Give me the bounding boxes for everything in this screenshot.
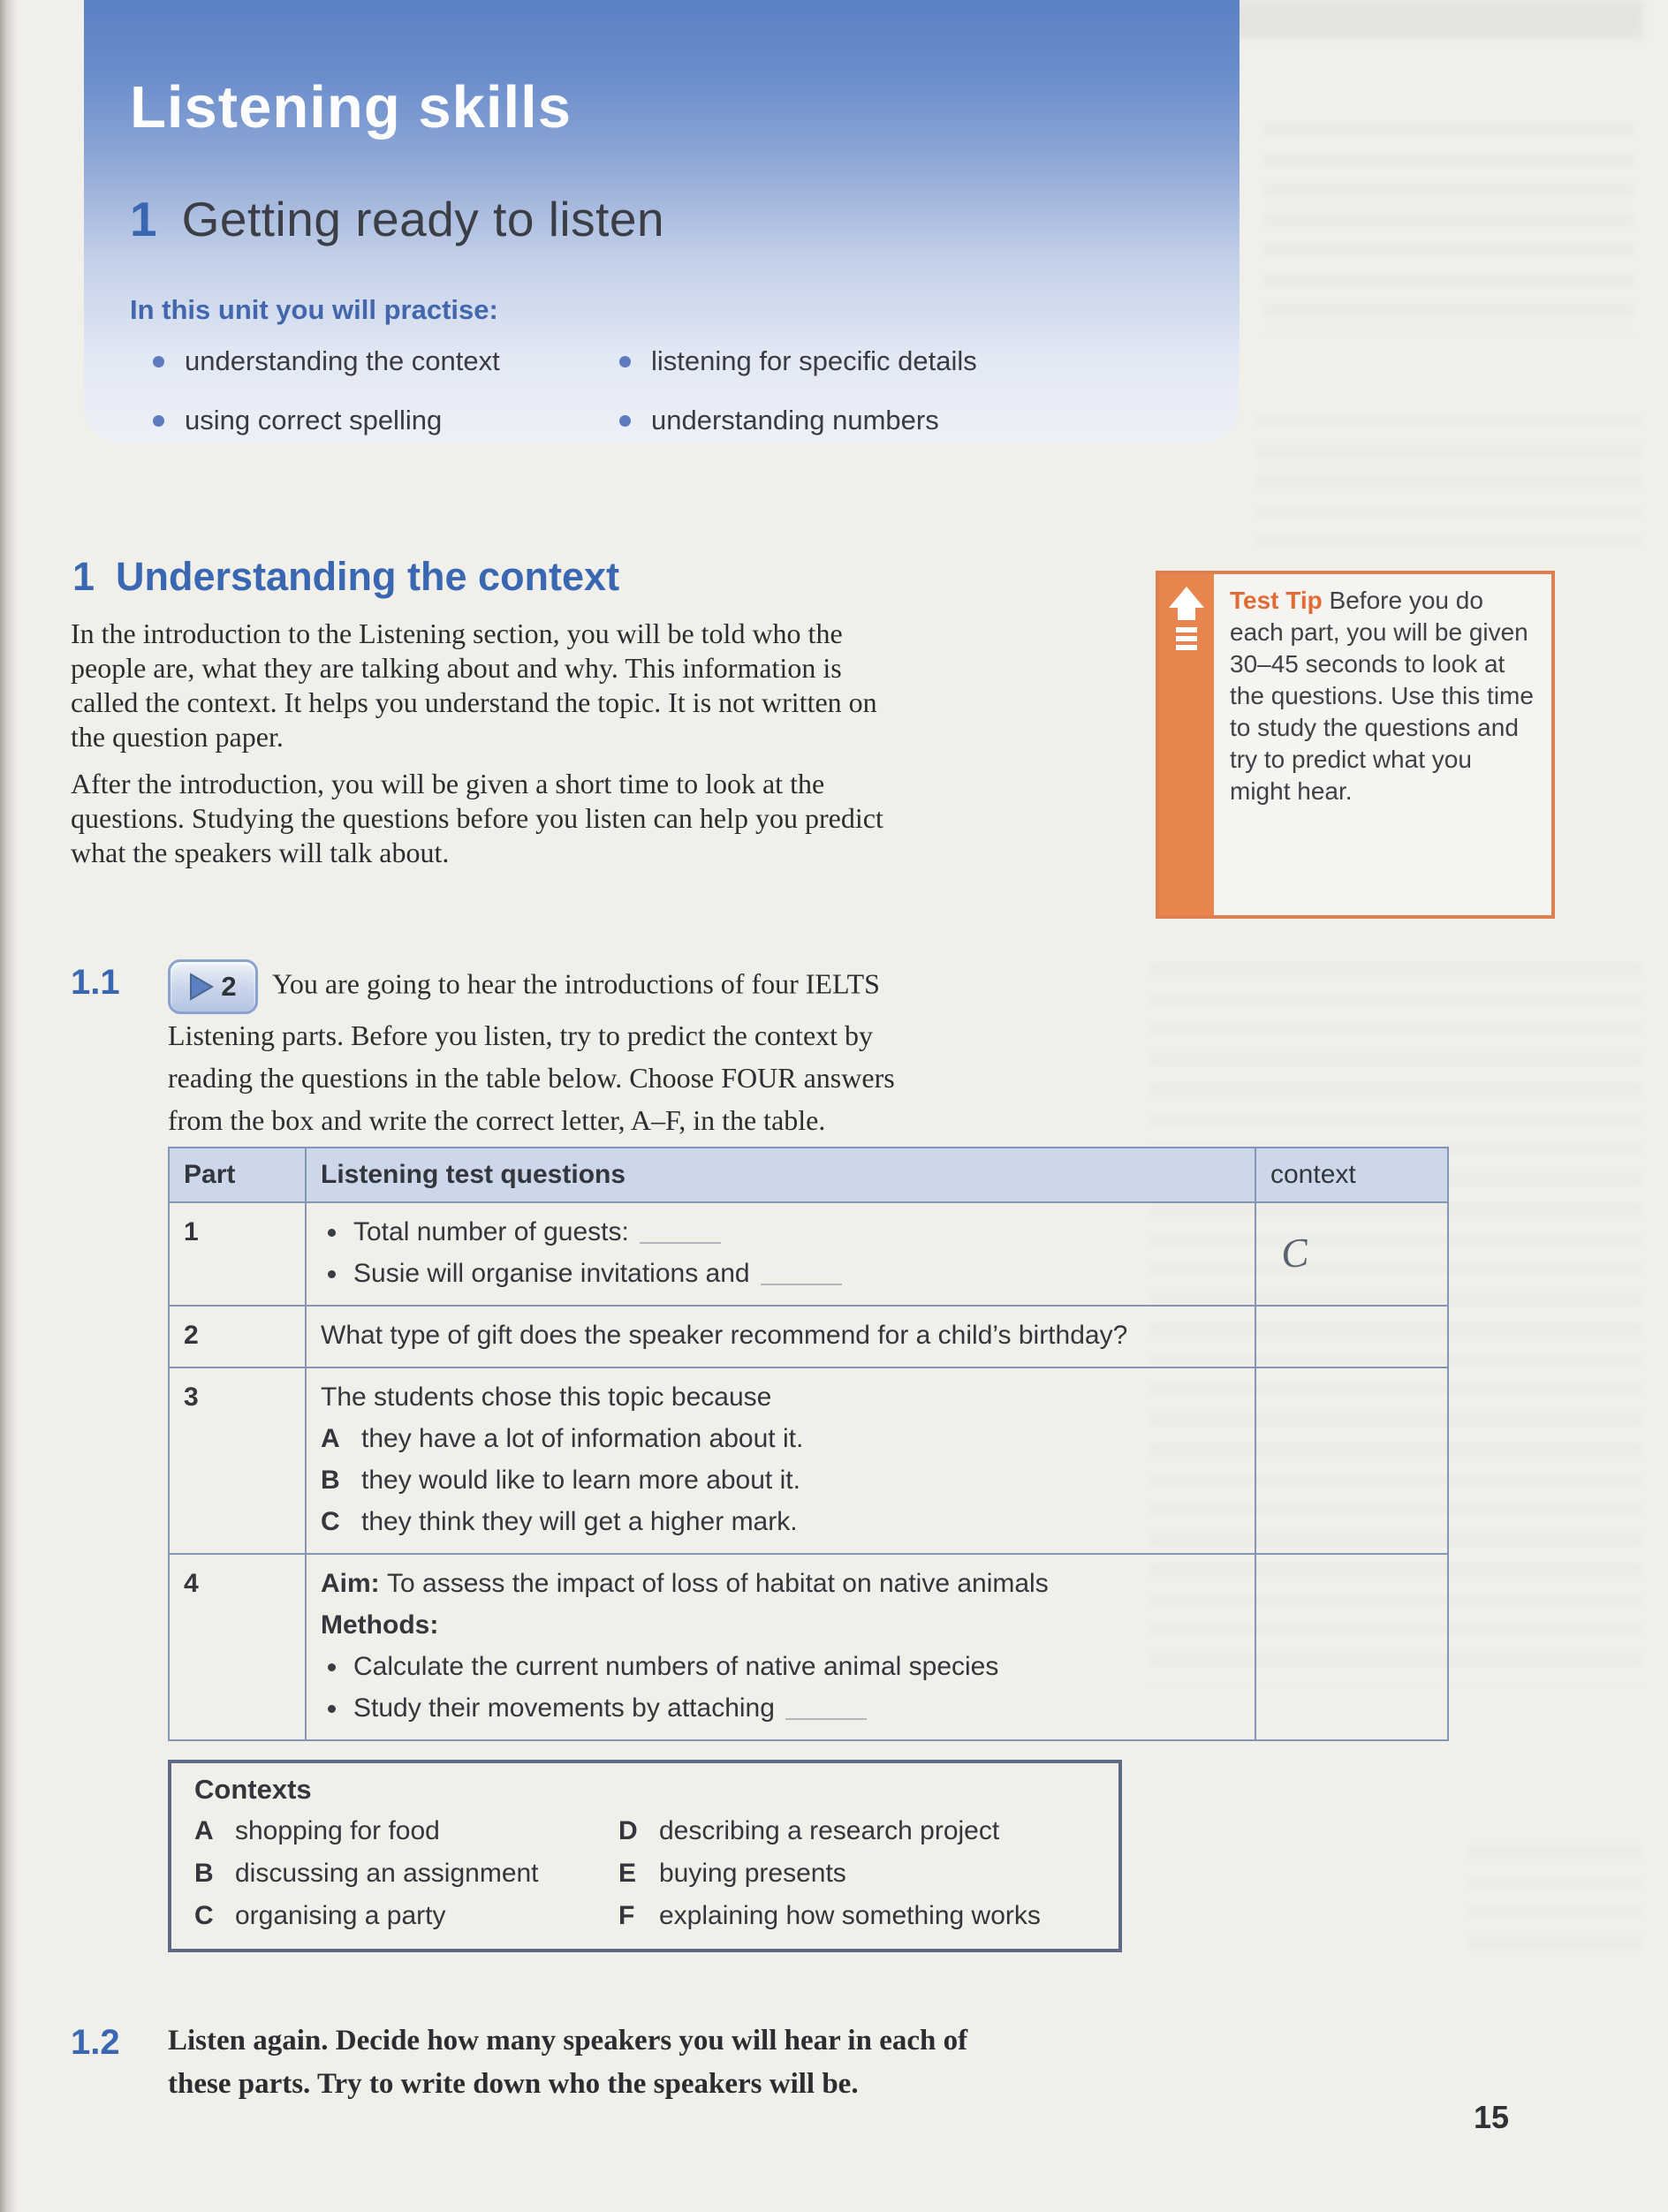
column-header-questions: Listening test questions — [306, 1148, 1255, 1202]
listening-table-body — [169, 1202, 1448, 1740]
bleed-through-text — [1184, 0, 1643, 39]
unit-number: 1 — [130, 192, 157, 246]
option-letter: A — [321, 1424, 340, 1453]
intro-paragraph-1 — [71, 617, 1157, 754]
context-option — [194, 1816, 618, 1846]
part-cell: 1 — [169, 1202, 306, 1306]
question-line — [321, 1259, 1240, 1289]
option-letter: C — [321, 1507, 340, 1536]
paragraph-line: After the introduction, you will be given a short time to look at the — [71, 768, 825, 799]
option-text: explaining how something works — [659, 1901, 1041, 1930]
part-cell: 2 — [169, 1306, 306, 1367]
instruction-line: Listen again. Decide how many speakers you will hear in each of — [168, 2025, 968, 2057]
question-line — [321, 1610, 1240, 1640]
line-label: Methods: — [321, 1610, 439, 1640]
answer-blank — [761, 1264, 842, 1285]
bullet-dot — [328, 1229, 336, 1237]
paragraph-line: In the introduction to the Listening section, you will be told who the — [71, 617, 843, 649]
practise-label: In this unit you will practise: — [130, 294, 498, 325]
option-letter: F — [618, 1901, 635, 1930]
intro-paragraph-2 — [71, 767, 1157, 870]
column-header-part: Part — [169, 1148, 306, 1202]
page-scan-edge — [0, 0, 18, 2212]
answer-blank — [640, 1223, 721, 1244]
exercise-1-2 — [71, 2019, 1237, 2106]
context-cell — [1255, 1202, 1448, 1306]
table-row — [169, 1554, 1448, 1740]
question-line — [321, 1321, 1240, 1351]
table-header-row — [169, 1148, 1448, 1202]
question-text: The students chose this topic because — [321, 1382, 772, 1412]
instruction-line: reading the questions in the table below. Choose FOUR answers — [168, 1062, 895, 1094]
context-option — [618, 1816, 1041, 1846]
handwritten-answer: C — [1278, 1229, 1311, 1277]
unit-header-panel — [84, 0, 1240, 443]
test-tip-body: Before you do each part, you will be given 30–45 seconds to look at the questions. Use this time to study the questions and try to predict what you might hear. — [1230, 587, 1534, 805]
bleed-through-text — [1263, 124, 1634, 336]
table-row — [169, 1367, 1448, 1554]
section-heading — [72, 554, 619, 600]
instruction-line: these parts. Try to write down who the speakers will be. — [168, 2068, 859, 2100]
option-text: they think they will get a higher mark. — [361, 1507, 798, 1536]
question-text: Study their movements by attaching — [353, 1693, 775, 1723]
bleed-through-text — [1467, 1846, 1643, 1952]
table-row — [169, 1202, 1448, 1306]
context-cell — [1255, 1306, 1448, 1367]
exercise-1-1-instructions — [168, 959, 1175, 1141]
contexts-box — [168, 1760, 1122, 1952]
paragraph-line: the question paper. — [71, 721, 284, 753]
questions-cell — [306, 1554, 1255, 1740]
bleed-through-text — [1255, 415, 1643, 565]
context-option — [618, 1901, 1041, 1931]
option-text: describing a research project — [659, 1816, 1000, 1845]
instruction-line: Listening parts. Before you listen, try to predict the context by — [168, 1019, 874, 1051]
test-tip-sidebar — [1159, 574, 1214, 915]
questions-cell — [306, 1306, 1255, 1367]
question-text: Total number of guests: — [353, 1217, 629, 1246]
option-letter: B — [194, 1859, 214, 1888]
exercise-1-1-number: 1.1 — [71, 963, 120, 1002]
question-line — [321, 1382, 1240, 1413]
practise-item: using correct spelling — [148, 404, 500, 437]
option-letter: D — [618, 1816, 638, 1845]
question-line — [321, 1569, 1240, 1599]
question-line — [321, 1507, 1240, 1537]
paragraph-line: what the speakers will talk about. — [71, 837, 450, 868]
questions-cell — [306, 1367, 1255, 1554]
test-tip-text — [1214, 574, 1551, 915]
context-cell — [1255, 1367, 1448, 1554]
line-label: Aim: — [321, 1569, 387, 1598]
test-tip-box — [1156, 571, 1555, 919]
listening-questions-table-wrap — [168, 1147, 1449, 1741]
practise-item: listening for specific details — [614, 345, 977, 378]
practise-list-right — [614, 345, 977, 463]
context-cell — [1255, 1554, 1448, 1740]
bullet-dot — [328, 1270, 336, 1278]
bullet-dot — [328, 1705, 336, 1713]
context-option — [618, 1859, 1041, 1889]
context-option — [194, 1859, 618, 1889]
option-text: they would like to learn more about it. — [361, 1466, 800, 1495]
table-row — [169, 1306, 1448, 1367]
chapter-title: Listening skills — [130, 73, 572, 140]
ex11-more-lines — [168, 1014, 1175, 1141]
exercise-1-1 — [71, 959, 1175, 1141]
part-cell: 4 — [169, 1554, 306, 1740]
option-text: buying presents — [659, 1859, 846, 1888]
ex11-first-line: You are going to hear the introductions of four IELTS — [272, 967, 880, 1000]
unit-heading — [130, 191, 664, 247]
option-letter: B — [321, 1466, 340, 1495]
test-tip-label: Test Tip — [1230, 587, 1323, 614]
exercise-1-2-instructions — [168, 2019, 1237, 2106]
option-letter: A — [194, 1816, 214, 1845]
question-text: What type of gift does the speaker recommend for a child’s birthday? — [321, 1321, 1128, 1350]
contexts-options-right — [618, 1816, 1041, 1943]
paragraph-line: people are, what they are talking about and why. This information is — [71, 652, 842, 684]
page-number: 15 — [1474, 2099, 1510, 2135]
question-line — [321, 1693, 1240, 1723]
up-arrow-icon — [1167, 585, 1206, 655]
part-cell: 3 — [169, 1367, 306, 1554]
practise-item: understanding numbers — [614, 404, 977, 437]
practise-item: understanding the context — [148, 345, 500, 378]
audio-track-button — [168, 959, 258, 1014]
option-letter: C — [194, 1901, 214, 1930]
paragraph-line: questions. Studying the questions before you listen can help you predict — [71, 802, 883, 834]
instruction-line: from the box and write the correct letter, A–F, in the table. — [168, 1104, 826, 1136]
question-line — [321, 1466, 1240, 1496]
option-text: organising a party — [235, 1901, 446, 1930]
option-letter: E — [618, 1859, 637, 1888]
column-header-context: context — [1255, 1148, 1448, 1202]
unit-title: Getting ready to listen — [181, 192, 665, 246]
question-text: To assess the impact of loss of habitat on native animals — [387, 1569, 1049, 1598]
question-text: Susie will organise invitations and — [353, 1259, 750, 1288]
option-text: shopping for food — [235, 1816, 440, 1845]
question-line — [321, 1424, 1240, 1454]
exercise-1-2-number: 1.2 — [71, 2023, 120, 2062]
bullet-dot — [328, 1663, 336, 1671]
context-option — [194, 1901, 618, 1931]
play-icon — [189, 973, 214, 1001]
answer-blank — [785, 1699, 867, 1720]
questions-cell — [306, 1202, 1255, 1306]
option-text: they have a lot of information about it. — [361, 1424, 804, 1453]
question-line — [321, 1217, 1240, 1247]
question-text: Calculate the current numbers of native animal species — [353, 1652, 999, 1681]
section-title: Understanding the context — [116, 554, 620, 599]
listening-questions-table — [168, 1147, 1449, 1741]
paragraph-line: called the context. It helps you understand the topic. It is not written on — [71, 686, 877, 718]
option-text: discussing an assignment — [235, 1859, 539, 1888]
question-line — [321, 1652, 1240, 1682]
contexts-title: Contexts — [194, 1774, 312, 1805]
section-number: 1 — [72, 554, 95, 599]
practise-list-left — [148, 345, 500, 463]
audio-track-number: 2 — [221, 971, 237, 1002]
contexts-options-left — [194, 1816, 618, 1943]
